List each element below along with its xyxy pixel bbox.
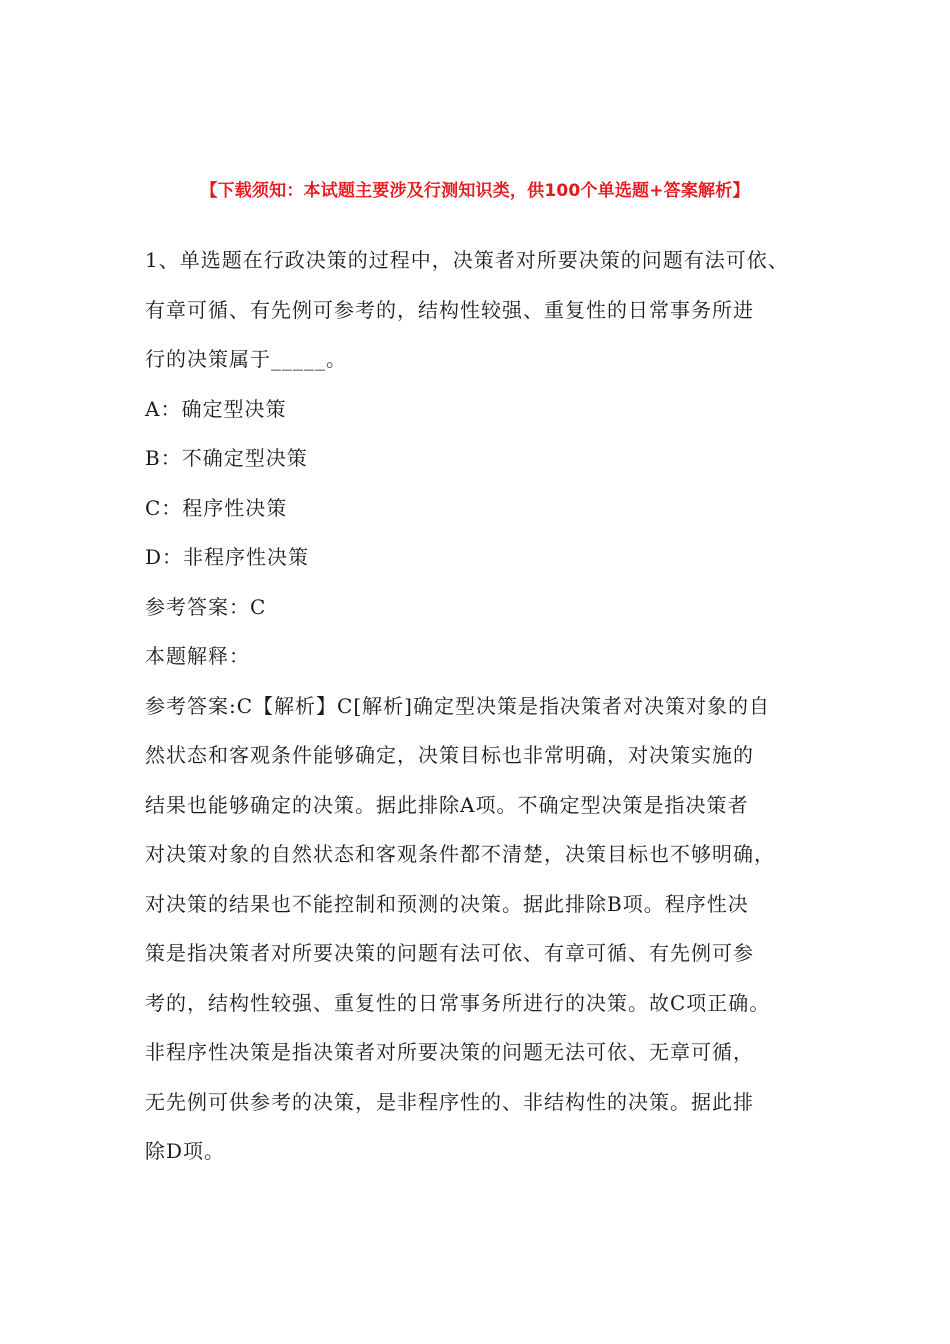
option-d: D：非程序性决策	[145, 545, 310, 569]
reference-answer: 参考答案：C	[145, 594, 267, 619]
question-stem	[145, 236, 825, 385]
option-b: B：不确定型决策	[145, 446, 308, 470]
question-line: 行的决策属于_____。	[145, 347, 347, 371]
explanation-line: 参考答案:C【解析】C[解析]确定型决策是指决策者对决策对象的自	[145, 693, 770, 718]
explanation-line: 非程序性决策是指决策者对所要决策的问题无法可依、无章可循，	[145, 1040, 754, 1064]
explanation-line: 对决策对象的自然状态和客观条件都不清楚，决策目标也不够明确，	[145, 842, 775, 866]
explanation-text	[145, 682, 825, 1177]
explanation-line: 无先例可供参考的决策，是非程序性的、非结构性的决策。据此排	[145, 1089, 754, 1114]
explanation-line: 除D项。	[145, 1139, 226, 1163]
question-content	[145, 236, 825, 1177]
explanation-line: 策是指决策者对所要决策的问题有法可依、有章可循、有先例可参	[145, 941, 754, 965]
explanation-line: 然状态和客观条件能够确定，决策目标也非常明确，对决策实施的	[145, 743, 754, 767]
explanation-heading: 本题解释：	[145, 644, 250, 668]
explanation-line: 结果也能够确定的决策。据此排除A项。不确定型决策是指决策者	[145, 792, 749, 817]
question-line: 1、单选题在行政决策的过程中，决策者对所要决策的问题有法可依、	[145, 248, 789, 272]
option-a: A：确定型决策	[145, 396, 287, 421]
option-c: C：程序性决策	[145, 495, 288, 520]
download-notice: 【下载须知：本试题主要涉及行测知识类，供100个单选题+答案解析】	[200, 181, 750, 201]
explanation-line: 考的，结构性较强、重复性的日常事务所进行的决策。故C项正确。	[145, 990, 771, 1015]
question-line: 有章可循、有先例可参考的，结构性较强、重复性的日常事务所进	[145, 297, 754, 322]
explanation-line: 对决策的结果也不能控制和预测的决策。据此排除B项。程序性决	[145, 891, 749, 916]
